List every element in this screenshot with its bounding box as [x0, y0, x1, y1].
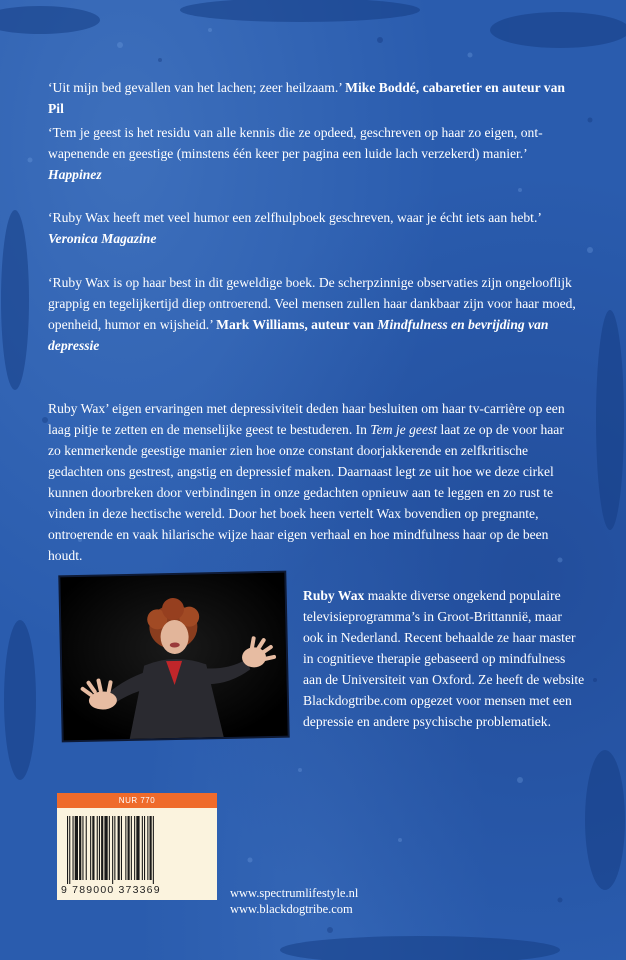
quote-source: Mike Boddé, cabaretier en auteur van Pil	[48, 80, 565, 116]
nur-label	[57, 793, 217, 808]
quote-source: Veronica Magazine	[48, 231, 157, 246]
barcode-bar	[101, 816, 103, 880]
barcode-bar	[112, 816, 113, 884]
barcode-bar	[90, 816, 91, 880]
barcode-bar	[86, 816, 87, 880]
url-blackdogtribe[interactable]: www.blackdogtribe.com	[230, 902, 353, 916]
barcode-bar	[118, 816, 120, 880]
barcode-bar	[67, 816, 68, 884]
quote-happinez	[48, 122, 576, 185]
barcode-bar	[75, 816, 78, 880]
quote-mike-bodde	[48, 77, 576, 119]
quote-mark-williams	[48, 272, 576, 356]
barcode-bar	[99, 816, 100, 880]
barcode-bar	[82, 816, 83, 880]
barcode-bar	[92, 816, 94, 880]
barcode-bar	[97, 816, 98, 880]
nur-code: NUR 770	[118, 796, 156, 805]
barcode-bars	[67, 816, 207, 884]
quote-source: Mark Williams, auteur van	[216, 317, 378, 332]
barcode-bar	[73, 816, 74, 880]
barcode-bar	[79, 816, 81, 880]
barcode-bar	[109, 816, 110, 880]
author-photo	[60, 573, 287, 741]
book-title: Tem je geest	[370, 422, 438, 437]
barcode-bar	[136, 816, 139, 880]
quote-text: ‘Tem je geest is het residu van alle kennis die ze opdeed, geschreven op haar zo eigen, ontwapenende en geestige (minstens één keer per pagina een luide lach verzekerd) manier.’	[48, 125, 543, 161]
barcode-bar	[153, 816, 154, 884]
author-bio-text: maakte diverse ongekend populaire televisieprogramma’s in Groot-Brittannië, maar ook in Nederland. Recent behaalde ze haar master in cognitieve therapie gebaseerd op mindfulness aan de Universiteit van Oxford. Ze heeft de website Blackdogtribe.com opgezet voor mensen met een depressie en andere psychische problematiek.	[303, 588, 585, 729]
quote-source: Happinez	[48, 167, 102, 182]
barcode-bar	[131, 816, 132, 880]
barcode-bar	[104, 816, 107, 880]
barcode-bar	[121, 816, 122, 880]
barcode-bar	[147, 816, 148, 880]
author-name: Ruby Wax	[303, 588, 365, 603]
description-part2: laat ze op de voor haar zo kenmerkende geestige manier zien hoe onze constant doorjakkerende en zelfkritische gedachten ons gestrest, angstig en depressief maken. Daarnaast legt ze uit hoe we deze cirkel kunnen doorbreken door verbindingen in onze gedachten opnieuw aan te leggen en zo rust te vinden in deze hectische wereld. Door het boek heen vertelt Wax bovendien op pregnante, ontroerende en vaak hilarische wijze haar eigen verhaal en hoe mindfulness haar op de been houdt.	[48, 422, 564, 563]
barcode-bar	[134, 816, 135, 880]
barcode-bar	[114, 816, 115, 880]
isbn-digits: 9 789000 373369	[61, 884, 161, 896]
quote-text: ‘Ruby Wax heeft met veel humor een zelfhulpboek geschreven, waar je écht iets aan hebt.’	[48, 210, 541, 225]
author-bio	[303, 585, 585, 732]
quote-text: ‘Ruby Wax is op haar best in dit geweldige boek. De scherpzinnige observaties zijn ongelooflijk grappig en tegelijkertijd diep ontroerend. Veel mensen zullen haar dankbaar zijn voor haar moed, openheid, humor en wijsheid.’	[48, 275, 576, 332]
quote-text: ‘Uit mijn bed gevallen van het lachen; zeer heilzaam.’	[48, 80, 346, 95]
barcode	[57, 808, 217, 900]
barcode-bar	[144, 816, 145, 880]
barcode-bar	[142, 816, 143, 880]
url-spectrumlifestyle[interactable]: www.spectrumlifestyle.nl	[230, 886, 359, 900]
barcode-bar	[69, 816, 70, 884]
barcode-bar	[150, 816, 152, 880]
quote-source-title: Mindfulness en bevrijding van depressie	[48, 317, 549, 353]
website-links	[230, 885, 358, 917]
book-description	[48, 398, 576, 566]
description-part1: Ruby Wax’ eigen ervaringen met depressiviteit deden haar besluiten om haar tv-carrière op een laag pitje te zetten en de menselijke geest te bestuderen. In	[48, 401, 565, 437]
barcode-bar	[125, 816, 126, 880]
barcode-bar	[128, 816, 130, 880]
quote-veronica-magazine	[48, 207, 576, 249]
